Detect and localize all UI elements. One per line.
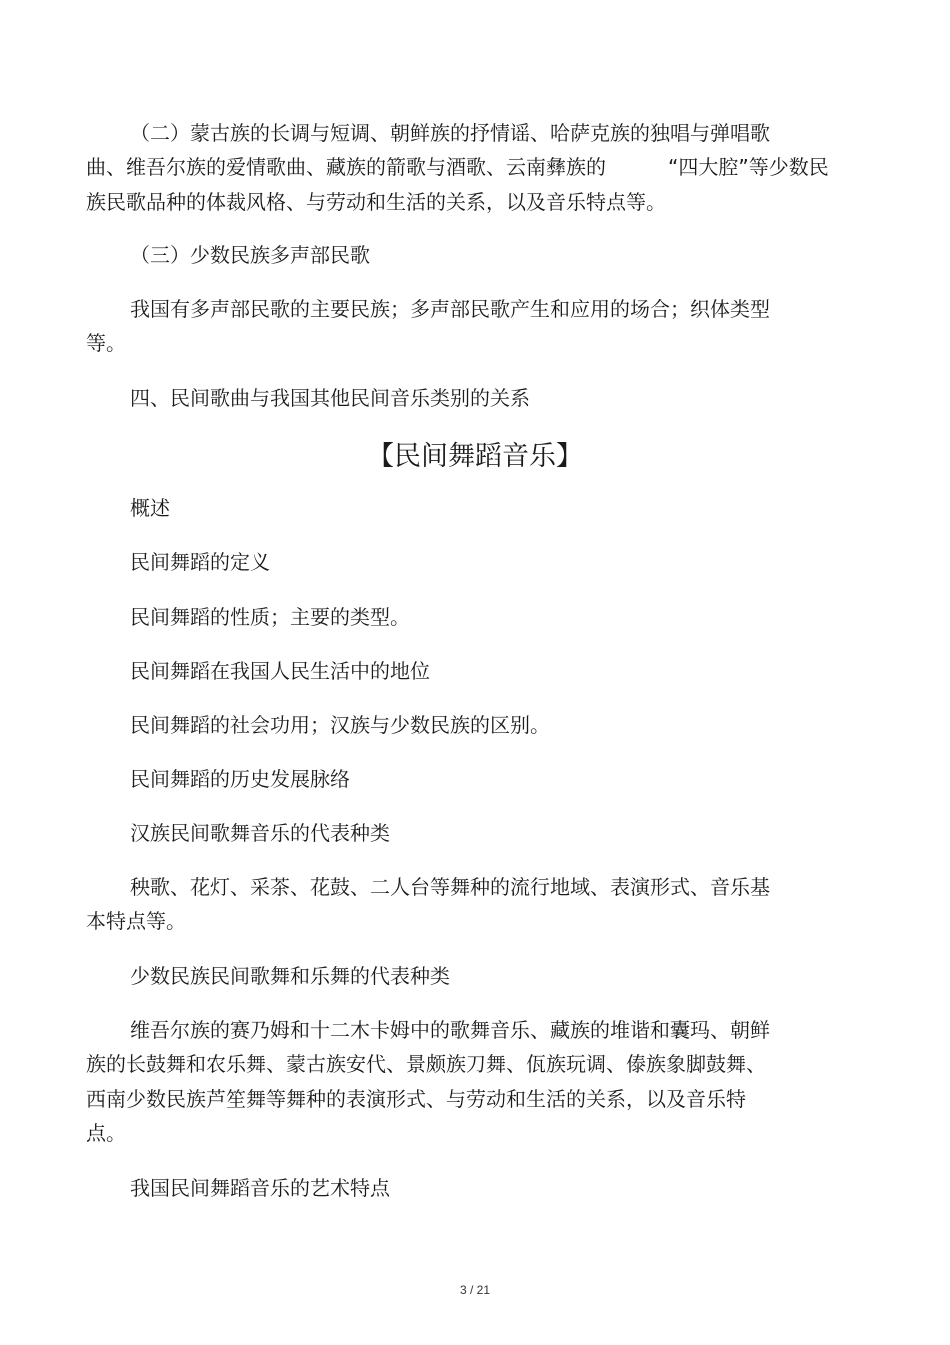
text-line: （二）蒙古族的长调与短调、朝鲜族的抒情谣、哈萨克族的独唱与弹唱歌: [130, 121, 770, 145]
text-line: 民间舞蹈的定义: [130, 550, 270, 574]
text-line: 民间舞蹈的社会功用；汉族与少数民族的区别。: [130, 713, 550, 737]
text-line: 我国有多声部民歌的主要民族；多声部民歌产生和应用的场合；织体类型: [130, 297, 770, 321]
text-line: “四大腔”等少数民: [668, 155, 829, 179]
text-line: 我国民间舞蹈音乐的艺术特点: [130, 1176, 390, 1200]
text-line: （三）少数民族多声部民歌: [130, 243, 370, 267]
text-line: 汉族民间歌舞音乐的代表种类: [130, 821, 390, 845]
section-heading: 【民间舞蹈音乐】: [367, 441, 583, 472]
text-line: 秧歌、花灯、采茶、花鼓、二人台等舞种的流行地域、表演形式、音乐基: [130, 875, 770, 899]
text-line: 少数民族民间歌舞和乐舞的代表种类: [130, 964, 450, 988]
text-line: 本特点等。: [86, 909, 186, 933]
text-line: 等。: [86, 331, 126, 355]
text-line: 概述: [130, 496, 170, 520]
text-line: 民间舞蹈的性质；主要的类型。: [130, 605, 410, 629]
text-line: 族民歌品种的体裁风格、与劳动和生活的关系，以及音乐特点等。: [86, 190, 666, 214]
text-line: 族的长鼓舞和农乐舞、蒙古族安代、景颇族刀舞、佤族玩调、傣族象脚鼓舞、: [86, 1052, 766, 1076]
page-number: 3 / 21: [459, 1283, 491, 1297]
text-line: 曲、维吾尔族的爱情歌曲、藏族的箭歌与酒歌、云南彝族的: [86, 155, 606, 179]
text-line: 民间舞蹈在我国人民生活中的地位: [130, 659, 430, 683]
text-line: 四、民间歌曲与我国其他民间音乐类别的关系: [130, 386, 530, 410]
text-line: 维吾尔族的赛乃姆和十二木卡姆中的歌舞音乐、藏族的堆谐和囊玛、朝鲜: [130, 1018, 770, 1042]
text-line: 点。: [86, 1121, 126, 1145]
text-line: 民间舞蹈的历史发展脉络: [130, 767, 350, 791]
text-line: 西南少数民族芦笙舞等舞种的表演形式、与劳动和生活的关系，以及音乐特: [86, 1087, 746, 1111]
